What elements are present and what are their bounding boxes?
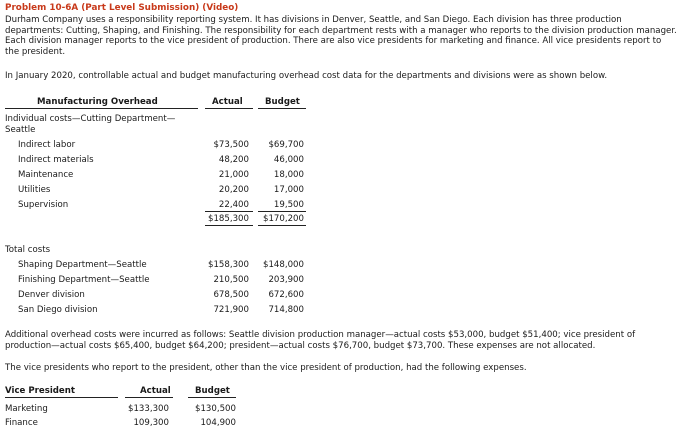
table-row-actual: $73,500	[213, 140, 249, 150]
header-underline-actual	[205, 108, 253, 109]
vp-header-actual: Actual	[140, 386, 171, 396]
table-row-label: Indirect materials	[18, 155, 94, 165]
table-row-budget: 18,000	[273, 170, 304, 180]
table-row-budget: 19,500	[273, 200, 304, 210]
table-row-budget: $148,000	[262, 260, 304, 270]
total-rule-actual	[205, 225, 253, 226]
section-label-individual-costs: Individual costs—Cutting Department—Seattle	[5, 114, 176, 135]
section1-total-actual: $185,300	[207, 214, 249, 224]
table-row-budget: 672,600	[268, 290, 304, 300]
vp-header-budget: Budget	[195, 386, 230, 396]
data-intro-paragraph: In January 2020, controllable actual and budget manufacturing overhead cost data for the departments and divisions were as shown below.	[5, 71, 608, 81]
vp-header-underline-actual	[125, 397, 173, 398]
section-label-total-costs: Total costs	[5, 245, 51, 255]
table-row-label: Finishing Department—Seattle	[18, 275, 150, 285]
section1-total-budget: $170,200	[262, 214, 304, 224]
total-rule-budget	[258, 225, 306, 226]
table-row-label: Finance	[5, 418, 38, 428]
table-row-budget: 104,900	[200, 418, 236, 428]
vp-header-item: Vice President	[5, 386, 75, 396]
intro-paragraph: Durham Company uses a responsibility reporting system. It has divisions in Denver, Seattle, and San Diego. Each division has three production departments: Cutting, Shaping, and Finishing. The responsibility for each department rests with a manager who reports to the division production manager. Each division manager reports to the vice president of production. There are also vice presidents for marketing and finance. All vice presidents report to the president.	[5, 15, 677, 57]
table-row-label: San Diego division	[18, 305, 98, 315]
table-row-actual: 109,300	[133, 418, 169, 428]
table-row-budget: 203,900	[268, 275, 304, 285]
table-row-label: Maintenance	[18, 170, 74, 180]
table-row-actual: 22,400	[218, 200, 249, 210]
table-row-actual: $158,300	[207, 260, 249, 270]
table-row-actual: 48,200	[218, 155, 249, 165]
additional-costs-paragraph: Additional overhead costs were incurred as follows: Seattle division production manager—actual costs $53,000, budget $51,400; vice president of production—actual costs $65,400, budget $64,200; president—actual costs $76,700, budget $73,700. These expenses are not allocated.	[5, 330, 636, 351]
vp-intro-paragraph: The vice presidents who report to the president, other than the vice president of production, had the following expenses.	[5, 363, 527, 373]
table-row-label: Supervision	[18, 200, 69, 210]
table-row-label: Utilities	[18, 185, 51, 195]
table-row-actual: 721,900	[213, 305, 249, 315]
table-row-budget: 714,800	[268, 305, 304, 315]
problem-title: Problem 10-6A (Part Level Submission) (Video)	[5, 3, 239, 13]
vp-header-underline-budget	[188, 397, 236, 398]
overhead-header-actual: Actual	[212, 97, 243, 107]
table-row-label: Denver division	[18, 290, 85, 300]
table-row-actual: 678,500	[213, 290, 249, 300]
table-row-actual: 210,500	[213, 275, 249, 285]
vp-header-underline-item	[5, 397, 118, 398]
table-row-actual: 20,200	[218, 185, 249, 195]
overhead-header-item: Manufacturing Overhead	[37, 97, 158, 107]
subtotal-rule-budget	[258, 211, 306, 212]
table-row-budget: $130,500	[194, 404, 236, 414]
table-row-actual: $133,300	[127, 404, 169, 414]
table-row-label: Shaping Department—Seattle	[18, 260, 147, 270]
table-row-label: Indirect labor	[18, 140, 76, 150]
header-underline-budget	[258, 108, 306, 109]
subtotal-rule-actual	[205, 211, 253, 212]
table-row-budget: 46,000	[273, 155, 304, 165]
table-row-budget: $69,700	[268, 140, 304, 150]
header-underline-item	[5, 108, 198, 109]
table-row-label: Marketing	[5, 404, 48, 414]
table-row-budget: 17,000	[273, 185, 304, 195]
overhead-header-budget: Budget	[265, 97, 300, 107]
table-row-actual: 21,000	[218, 170, 249, 180]
